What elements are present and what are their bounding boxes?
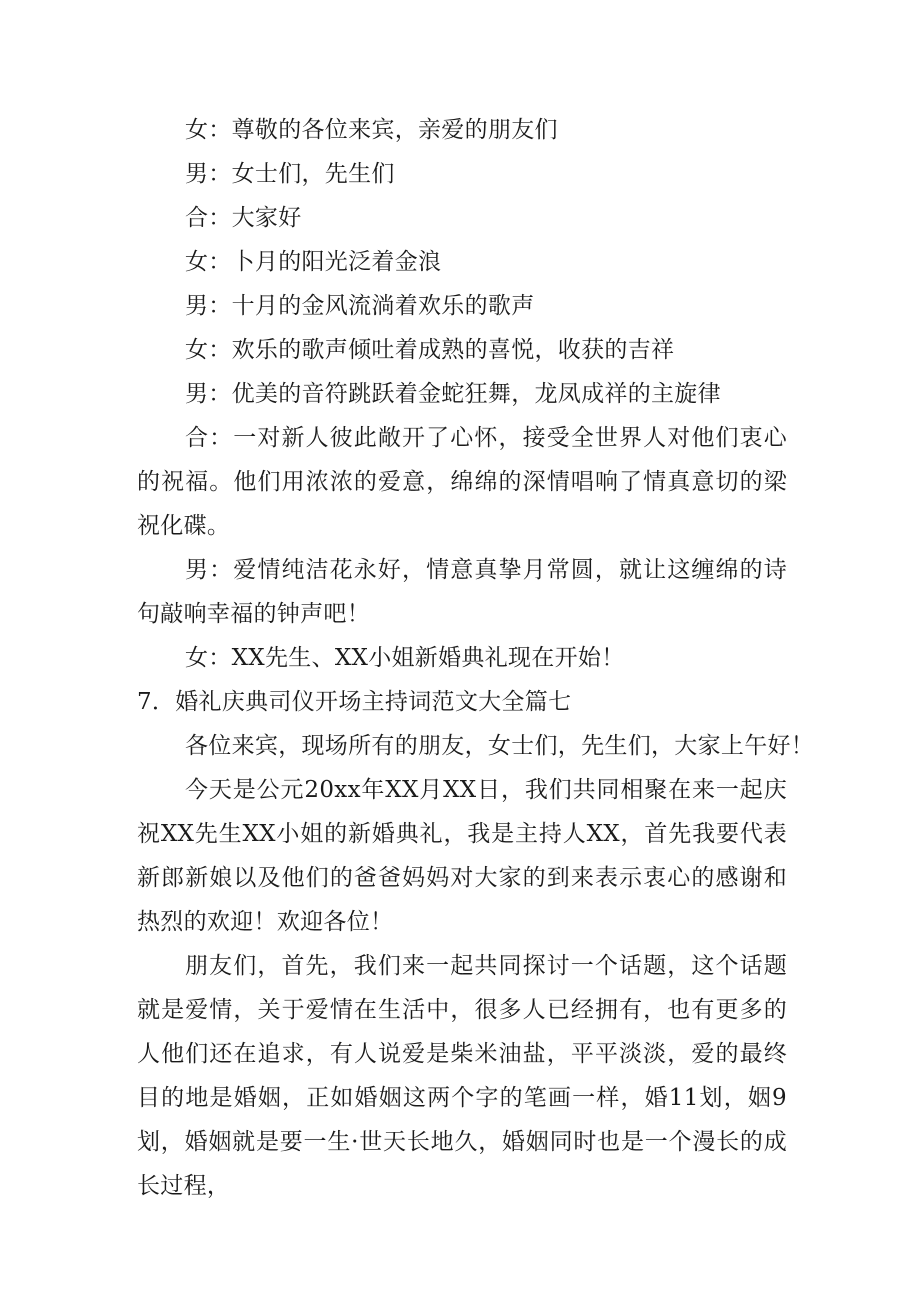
paragraph-friends: 朋友们，首先，我们来一起共同探讨一个话题，这个话题就是爱情，关于爱情在生活中，很多人已经拥有，也有更多的人他们还在追求，有人说爱是柴米油盐，平平淡淡，爱的最终目的地是婚姻，正如婚姻这两个字的笔画一样，婚11划，姻9划，婚姻就是要一生·世天长地久，婚姻同时也是一个漫长的成长过程， — [137, 953, 787, 1199]
dialogue-line-7: 男：优美的音符跳跃着金蛇狂舞，龙凤成祥的主旋律 — [185, 381, 721, 407]
dialogue-line-1: 女：尊敬的各位来宾，亲爱的朋友们 — [185, 117, 558, 143]
greeting-line: 各位来宾，现场所有的朋友，女士们，先生们，大家上午好！ — [185, 733, 815, 759]
section-heading: 7．婚礼庆典司仪开场主持词范文大全篇七 — [137, 689, 572, 715]
dialogue-line-3: 合：大家好 — [185, 205, 302, 231]
dialogue-line-5: 男：十月的金风流淌着欢乐的歌声 — [185, 293, 535, 319]
dialogue-line-4: 女：卜月的阳光泛着金浪 — [185, 249, 442, 275]
dialogue-line-2: 男：女士们，先生们 — [185, 161, 395, 187]
dialogue-line-6: 女：欢乐的歌声倾吐着成熟的喜悦，收获的吉祥 — [185, 337, 675, 363]
paragraph-groom: 男：爱情纯洁花永好，情意真挚月常圆，就让这缠绵的诗句敲响幸福的钟声吧！ — [137, 557, 787, 627]
paragraph-today: 今天是公元20xx年XX月XX日，我们共同相聚在来一起庆祝XX先生XX小姐的新婚典礼，我是主持人XX，首先我要代表新郎新娘以及他们的爸爸妈妈对大家的到来表示衷心的感谢和热烈的欢迎！欢迎各位！ — [137, 777, 787, 935]
ceremony-start-line: 女：XX先生、XX小姐新婚典礼现在开始！ — [185, 645, 625, 671]
paragraph-together: 合：一对新人彼此敞开了心怀，接受全世界人对他们衷心的祝福。他们用浓浓的爱意，绵绵的深情唱响了情真意切的梁祝化碟。 — [137, 425, 787, 539]
document-body — [137, 108, 815, 1208]
